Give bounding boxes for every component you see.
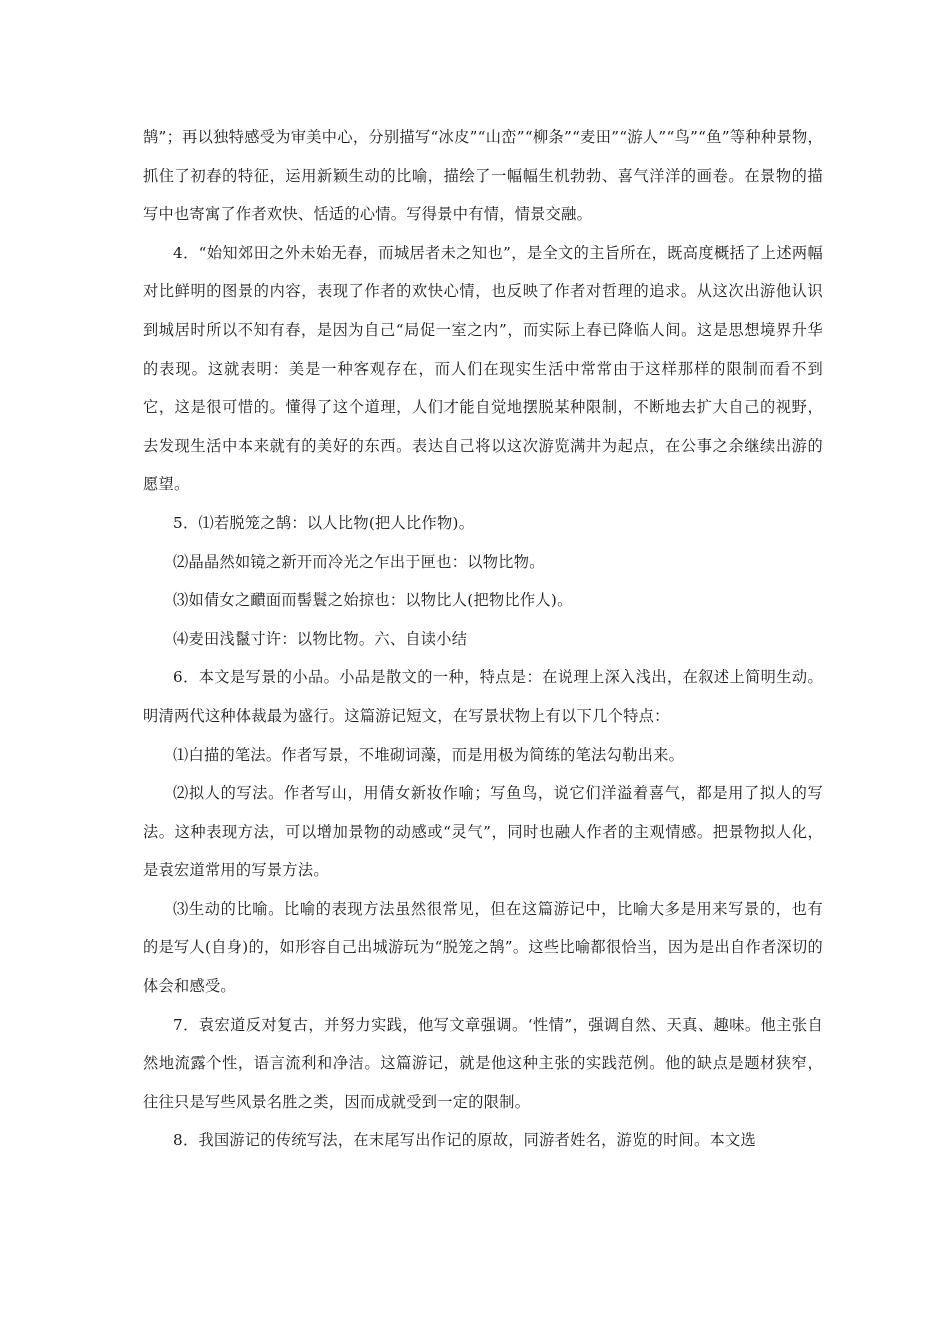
paragraph-continuation: 鹄”；再以独特感受为审美中心，分别描写“冰皮”“山峦”“柳条”“麦田”“游人”“鸟”“鱼”等种种景物，抓住了初春的特征，运用新颖生动的比喻，描绘了一幅幅生机勃勃、喜气洋洋的画卷。在景物的描写中也寄寓了作者欢快、恬适的心情。写得景中有情，情景交融。 (143, 128, 823, 224)
paragraph-item-7: 7．袁宏道反对复古，并努力实践，他写文章强调。‘性情”，强调自然、天真、趣味。他主张自然地流露个性，语言流利和净洁。这篇游记，就是他这种主张的实践范例。他的缺点是题材狭窄，往往只是写些风景名胜之类，因而成就受到一定的限制。 (143, 1015, 823, 1111)
paragraph-item-6-2: ⑵拟人的写法。作者写山，用倩女新妆作喻；写鱼鸟，说它们洋溢着喜气，都是用了拟人的写法。这种表现方法，可以增加景物的动感或“灵气”，同时也融人作者的主观情感。把景物拟人化，是袁宏道常用的写景方法。 (143, 784, 823, 880)
document-page (143, 118, 823, 1160)
paragraph-item-6: 6．本文是写景的小品。小品是散文的一种，特点是：在说理上深入浅出，在叙述上简明生动。明清两代这种体裁最为盛行。这篇游记短文，在写景状物上有以下几个特点： (143, 668, 823, 725)
paragraph-item-8: 8．我国游记的传统写法，在末尾写出作记的原故，同游者姓名，游览的时间。本文选 (173, 1131, 756, 1150)
paragraph-item-4: 4．“始知郊田之外未始无春，而城居者未之知也”，是全文的主旨所在，既高度概括了上述两幅对比鲜明的图景的内容，表现了作者的欢快心情，也反映了作者对哲理的追求。从这次出游他认识到城居时所以不知有春，是因为自己“局促一室之内”，而实际上春已降临人间。这是思想境界升华的表现。这就表明：美是一种客观存在，而人们在现实生活中常常由于这样那样的限制而看不到它，这是很可惜的。懂得了这个道理，人们才能自觉地摆脱某种限制，不断地去扩大自己的视野，去发现生活中本来就有的美好的东西。表达自己将以这次游览满井为起点，在公事之余继续出游的愿望。 (143, 243, 823, 494)
paragraph-item-5-1: 5．⑴若脱笼之鹄：以人比物(把人比作物)。 (173, 513, 475, 532)
paragraph-item-5-3: ⑶如倩女之靧面而髻鬟之始掠也：以物比人(把物比作人)。 (173, 591, 573, 610)
paragraph-item-5-4: ⑷麦田浅鬣寸许：以物比物。六、自读小结 (173, 629, 468, 648)
paragraph-item-6-3: ⑶生动的比喻。比喻的表现方法虽然很常见，但在这篇游记中，比喻大多是用来写景的，也有的是写人(自身)的，如形容自己出城游玩为“脱笼之鹄”。这些比喻都很恰当，因为是出自作者深切的体会和感受。 (143, 899, 823, 996)
paragraph-item-6-1: ⑴白描的笔法。作者写景，不堆砌词藻，而是用极为简练的笔法勾勒出来。 (173, 745, 685, 764)
paragraph-item-5-2: ⑵晶晶然如镜之新开而冷光之乍出于匣也：以物比物。 (173, 552, 545, 571)
